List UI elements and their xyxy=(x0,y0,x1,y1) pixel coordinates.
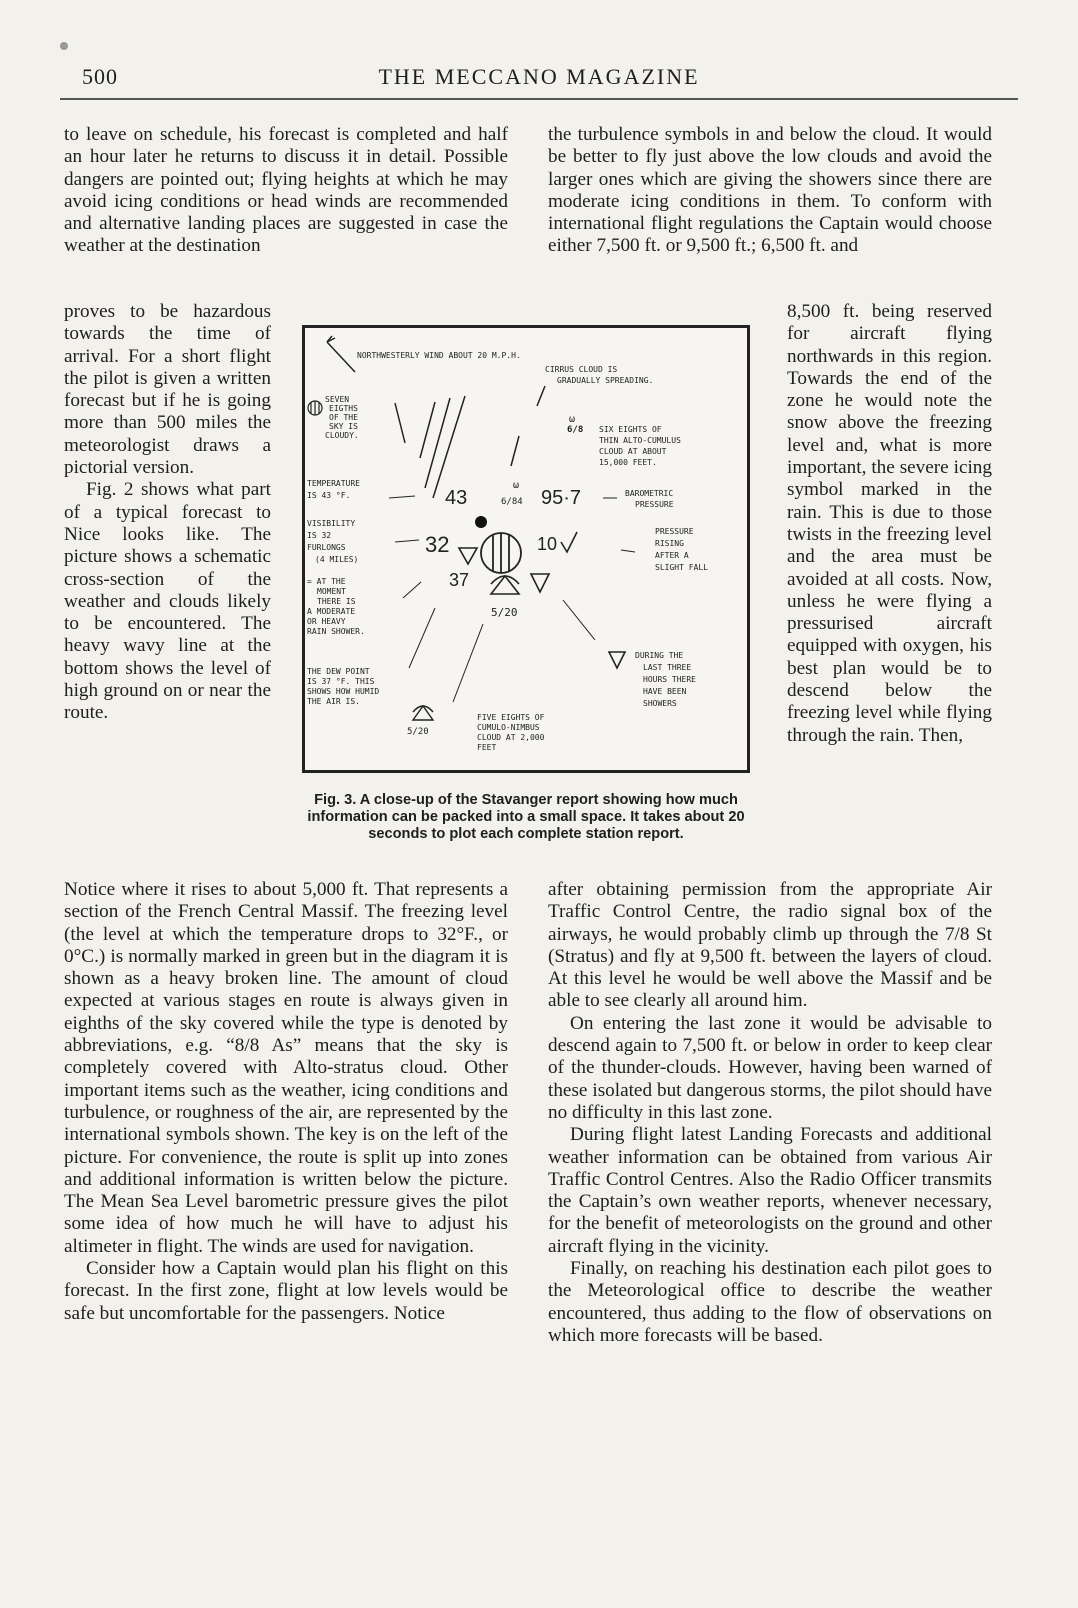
six-eighths-value: 6/8 xyxy=(567,425,584,435)
turbulence-strokes xyxy=(395,386,545,498)
right-bottom-p2: On entering the last zone it would be advisable to descend again to 7,500 ft. or below in order to keep clear of the thunder-clouds. However, having been warned of these isolated but dangerous storms, the pilot should have no difficulty in this last zone. xyxy=(548,1012,992,1123)
baro-line2: PRESSURE xyxy=(635,500,674,509)
temp-value: 43 xyxy=(445,487,468,509)
temperature-line1: TEMPERATURE xyxy=(307,479,360,488)
dewpoint-line4: THE AIR IS. xyxy=(307,697,360,706)
left-narrow-p2: Fig. 2 shows what part of a typical forecast to Nice looks like. The picture shows a schematic cross-section of the weather and clouds likely to be encountered. The heavy wavy line at the bottom shows the level of high ground on or near the route. xyxy=(64,479,271,724)
visibility-line4: (4 MILES) xyxy=(315,555,359,564)
cirrus-line1: CIRRUS CLOUD IS xyxy=(545,365,618,374)
six-eighths-line1: SIX EIGHTS OF xyxy=(599,425,662,434)
cloud-cover-line2: EIGTHS xyxy=(329,404,358,413)
rain-dot-icon xyxy=(475,516,487,528)
left-bottom-p1: Notice where it rises to about 5,000 ft. That represents a section of the French Central Massif. The freezing level (the level at which the temperature drops to 32°F., or 0°C.) is normally marked in green but in the diagram it is shown as a heavy broken line. The amount of cloud expected at various stages en route is always given in eighths of the sky covered while the type is denoted by abbreviations, e.g. “8/8 As” means that the sky is completely covered with Alto-stratus cloud. Other important items such as the weather, icing conditions and turbulence, or roughness of the air, are represented by the international symbols shown. The key is on the left of the picture. For convenience, the route is split up into zones and additional information is written below the picture. The Mean Sea Level barometric pressure gives the pilot some idea of how much he will have to adjust his altimeter in flight. The winds are used for navigation. xyxy=(64,879,508,1257)
cumulonimbus-icon xyxy=(491,576,519,594)
right-column-top xyxy=(548,124,992,258)
station-circle-icon xyxy=(481,533,521,573)
cloud-cover-icon xyxy=(308,401,322,415)
six-eighths-line2: THIN ALTO-CUMULUS xyxy=(599,436,681,445)
right-column-narrow xyxy=(787,301,992,747)
shower-line1: = AT THE xyxy=(307,577,346,586)
past-line1: DURING THE xyxy=(635,651,684,660)
past-line2: LAST THREE xyxy=(643,663,692,672)
past-shower-triangle-icon xyxy=(531,574,549,592)
tendency-check-icon xyxy=(561,532,577,552)
visibility-value: 32 xyxy=(425,532,450,557)
six-eighths-line3: CLOUD AT ABOUT xyxy=(599,447,667,456)
tendency-value: 10 xyxy=(537,534,558,554)
cloud-cover-line1: SEVEN xyxy=(325,395,350,404)
pressure-value: 95·7 xyxy=(541,487,582,509)
visibility-line3: FURLONGS xyxy=(307,543,346,552)
station-report-svg xyxy=(305,328,747,770)
header-rule xyxy=(60,98,1018,100)
left-column-narrow xyxy=(64,301,271,725)
right-bottom-p1: after obtaining permission from the appropriate Air Traffic Control Centre, the radio signal box of the airways, he would probably climb up through the 7/8 St (Stratus) and fly at 9,500 ft. between the layers of cloud. At this level he would be well above the Massif and be able to see clearly all around him. xyxy=(548,879,992,1012)
pressure-line2: RISING xyxy=(655,539,684,548)
pressure-line1: PRESSURE xyxy=(655,527,694,536)
past-showers-icon xyxy=(609,652,625,668)
left-top-text: to leave on schedule, his forecast is completed and half an hour later he returns to discuss it in detail. Possible dangers are pointed out; flying heights at which he may avoid icing conditions or head winds are recommended and alternative landing places are suggested in case the weather at the destination xyxy=(64,124,508,257)
past-line5: SHOWERS xyxy=(643,699,677,708)
shower-line5: OR HEAVY xyxy=(307,617,346,626)
cb-line3: CLOUD AT 2,000 xyxy=(477,733,545,742)
shower-line6: RAIN SHOWER. xyxy=(307,627,365,636)
right-bottom-p4: Finally, on reaching his destination each pilot goes to the Meteorological office to describe the weather encountered, thus adding to the flow of observations on which more forecasts will be based. xyxy=(548,1258,992,1346)
page-number: 500 xyxy=(82,64,118,89)
pressure-line3: AFTER A xyxy=(655,551,689,560)
six-eighths-line4: 15,000 FEET. xyxy=(599,458,657,467)
visibility-line2: IS 32 xyxy=(307,531,332,540)
past-line4: HAVE BEEN xyxy=(643,687,687,696)
right-narrow-text: 8,500 ft. being reserved for aircraft flying northwards in this region. Towards the end of the zone he would note the snow above the freezing level and, what is more important, the severe icing symbol marked in the rain. This is due to those twists in the freezing level and the area must be avoided at all costs. Now, unless he were flying a pressurised aircraft equipped with oxygen, his best plan would be to descend below the freezing level while flying through the rain. Then, xyxy=(787,301,992,746)
past-line3: HOURS THERE xyxy=(643,675,696,684)
left-column-top xyxy=(64,124,508,258)
dewpoint-line3: SHOWS HOW HUMID xyxy=(307,687,380,696)
right-bottom-p3: During flight latest Landing Forecasts and additional weather information can be obtained from various Air Traffic Control Centres. Also the Radio Officer transmits the Captain’s own weather reports, whenever necessary, for the benefit of meteorologists on the ground and other aircraft flying in the vicinity. xyxy=(548,1124,992,1257)
right-top-text: the turbulence symbols in and below the cloud. It would be better to fly just above the low clouds and avoid the larger ones which are giving the showers since there are moderate icing conditions in them. To conform with international flight regulations the Captain would choose either 7,500 ft. or 9,500 ft.; 6,500 ft. and xyxy=(548,124,992,257)
cb-line4: FEET xyxy=(477,743,497,752)
cloud-cover-line3: OF THE xyxy=(329,413,358,422)
shower-triangle-icon xyxy=(459,548,477,564)
left-narrow-p1: proves to be hazardous towards the time of arrival. For a short flight the pilot is given a written forecast but if he is going more than 500 miles the meteorologist draws a pictorial version. xyxy=(64,301,271,479)
visibility-line1: VISIBILITY xyxy=(307,519,356,528)
shower-line2: MOMENT xyxy=(317,587,346,596)
ac-fraction: 6/84 xyxy=(501,497,523,507)
cb-line2: CUMULO-NIMBUS xyxy=(477,723,540,732)
shower-line4: A MODERATE xyxy=(307,607,356,616)
page-title: THE MECCANO MAGAZINE xyxy=(378,64,700,89)
cb-line1: FIVE EIGHTS OF xyxy=(477,713,545,722)
eighth-mark-icons xyxy=(513,414,575,491)
shower-line3: THERE IS xyxy=(317,597,356,606)
station-report-figure xyxy=(302,325,750,773)
left-column-bottom xyxy=(64,879,508,1325)
cb-fraction: 5/20 xyxy=(491,606,518,619)
dewpoint-line1: THE DEW POINT xyxy=(307,667,370,676)
wind-arrow-icon xyxy=(327,336,355,372)
page-speck xyxy=(60,42,68,50)
cloud-cover-line5: CLOUDY. xyxy=(325,431,359,440)
right-column-bottom xyxy=(548,879,992,1347)
temperature-line2: IS 43 °F. xyxy=(307,491,351,500)
dewpoint-value: 37 xyxy=(449,570,470,590)
pressure-line4: SLIGHT FALL xyxy=(655,563,708,572)
svg-text:ω: ω xyxy=(569,414,576,425)
cb-key-icon xyxy=(413,706,433,720)
left-bottom-p2: Consider how a Captain would plan his flight on this forecast. In the first zone, flight at low levels would be safe but uncomfortable for the passengers. Notice xyxy=(64,1258,508,1324)
cb-key-fraction: 5/20 xyxy=(407,727,429,737)
baro-line1: BAROMETRIC xyxy=(625,489,674,498)
dewpoint-line2: IS 37 °F. THIS xyxy=(307,677,375,686)
pointer-lines xyxy=(389,496,635,702)
svg-text:ω: ω xyxy=(513,480,520,491)
figure-caption: Fig. 3. A close-up of the Stavanger report showing how much information can be packed into a small space. It takes about 20 seconds to plot each complete station report. xyxy=(307,792,745,842)
cirrus-line2: GRADUALLY SPREADING. xyxy=(557,376,654,385)
cloud-cover-line4: SKY IS xyxy=(329,422,358,431)
wind-label: NORTHWESTERLY WIND ABOUT 20 M.P.H. xyxy=(357,351,521,360)
